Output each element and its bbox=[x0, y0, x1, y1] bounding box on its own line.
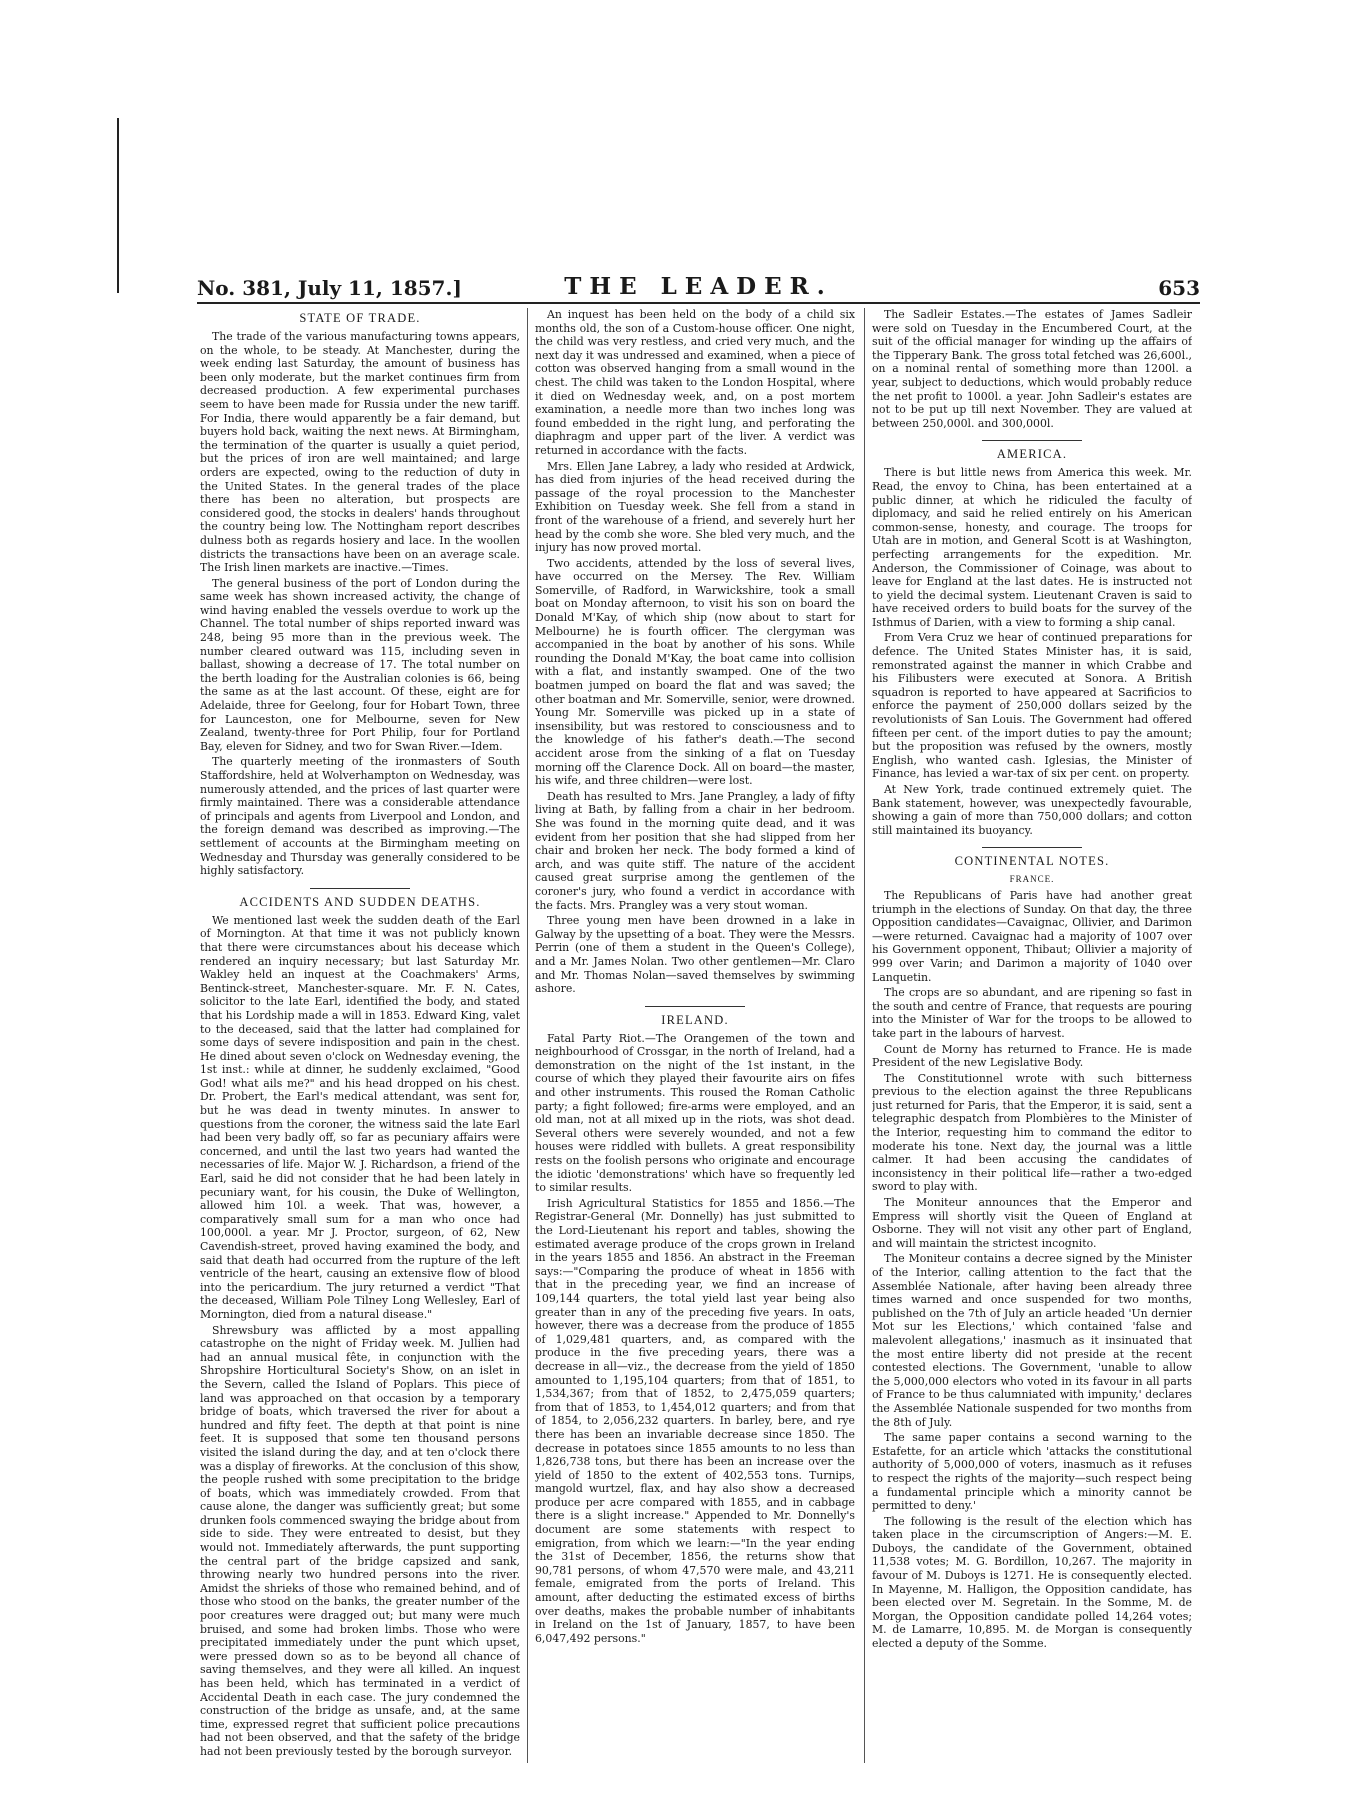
paragraph: There is but little news from America this week. Mr. Read, the envoy to China, has been entertained at a public dinner, at which he ridiculed the faculty of diplomacy, and said he relied entirely on his American common-sense, honesty, and courage. The troops for Utah are in motion, and General Scott is at Washington, perfecting arrangements for the expedition. Mr. Anderson, the Commissioner of Coinage, was about to leave for England at the last dates. He is instructed not to yield the decimal system. Lieutenant Craven is said to have received orders to build boats for the survey of the Isthmus of Darien, with a view to forming a ship canal. bbox=[872, 466, 1192, 629]
paragraph: The Constitutionnel wrote with such bitterness previous to the election against the three Republicans just returned for Paris, that the Emperor, it is said, sent a telegraphic despatch from Plombières to the Minister of the Interior, requesting him to command the editor to moderate his tone. Next day, the journal was a little calmer. It had been accusing the candidates of inconsistency in their political life—rather a two-edged sword to play with. bbox=[872, 1071, 1192, 1194]
paragraph: We mentioned last week the sudden death of the Earl of Mornington. At that time it was not publicly known that there were circumstances about his decease which rendered an inquiry necessary; but last Saturday Mr. Wakley held an inquest at the Coachmakers' Arms, Bentinck-street, Manchester-square. Mr. F. N. Cates, solicitor to the late Earl, identified the body, and stated that his Lordship made a will in 1853. Edward King, valet to the deceased, said that the latter had complained for some days of severe indisposition and pain in the chest. He dined about seven o'clock on Wednesday evening, the 1st inst.: while at dinner, he suddenly exclaimed, "Good God! what ails me?" and his head dropped on his chest. Dr. Probert, the Earl's medical attendant, was sent for, but he was dead in twenty minutes. In answer to questions from the coroner, the witness said the late Earl had been very badly off, so far as pecuniary affairs were concerned, and until the last two years had wanted the necessaries of life. Major W. J. Richardson, a friend of the Earl, said he did not consider that he had been lately in pecuniary want, for his cousin, the Duke of Wellington, allowed him 10l. a week. That was, however, a comparatively small sum for a man who once had 100,000l. a year. Mr J. Proctor, surgeon, of 62, New Cavendish-street, proved having examined the body, and said that death had occurred from the rupture of the left ventricle of the heart, causing an extensive flow of blood into the pericardium. The jury returned a verdict "That the deceased, William Pole Tilney Long Wellesley, Earl of Mornington, died from a natural disease." bbox=[200, 913, 520, 1321]
paragraph: The Republicans of Paris have had another great triumph in the elections of Sunday. On that day, the three Opposition candidates—Cavaignac, Ollivier, and Darimon—were returned. Cavaignac had a majority of 1007 over his Government opponent, Thibaut; Ollivier a majority of 999 over Varin; and Darimon a majority of 1040 over Lanquetin. bbox=[872, 888, 1192, 984]
paragraph: The general business of the port of London during the same week has shown increased activity, the change of wind having enabled the vessels overdue to work up the Channel. The total number of ships reported inward was 248, being 95 more than in the previous week. The number cleared outward was 115, including seven in ballast, showing a decrease of 17. The total number on the berth loading for the Australian colonies is 66, being the same as at the last account. Of these, eight are for Adelaide, three for Geelong, four for Hobart Town, three for Launceston, one for Melbourne, seven for New Zealand, twenty-three for Port Philip, four for Portland Bay, eleven for Sidney, and two for Swan River.—Idem. bbox=[200, 576, 520, 753]
page-header bbox=[197, 268, 1200, 304]
section-heading-ireland: IRELAND. bbox=[661, 1012, 729, 1027]
section-divider bbox=[310, 888, 410, 889]
margin-rule bbox=[117, 118, 119, 293]
section-heading-accidents: ACCIDENTS AND SUDDEN DEATHS. bbox=[239, 894, 481, 909]
paragraph: The Sadleir Estates.—The estates of James Sadleir were sold on Tuesday in the Encumbered Court, at the suit of the official manager for winding up the affairs of the Tipperary Bank. The gross total fetched was 26,600l., on a nominal rental of something more than 1200l. a year, subject to deductions, which would probably reduce the net profit to 1000l. a year. John Sadleir's estates are not to be put up till next November. They are valued at between 250,000l. and 300,000l. bbox=[872, 308, 1192, 430]
column-divider bbox=[527, 308, 528, 1763]
column-1 bbox=[200, 308, 520, 1788]
newspaper-title: THE LEADER. bbox=[564, 273, 833, 300]
subheading-france: FRANCE. bbox=[1009, 874, 1055, 885]
paragraph: The following is the result of the election which has taken place in the circumscription of Angers:—M. E. Duboys, the candidate of the Government, obtained 11,538 votes; M. G. Bordillon, 10,267. The majority in favour of M. Duboys is 1271. He is consequently elected. In Mayenne, M. Halligon, the Opposition candidate, has been elected over M. Segretain. In the Somme, M. de Morgan, the Opposition candidate polled 14,264 votes; M. de Lamarre, 10,895. M. de Morgan is consequently elected a deputy of the Somme. bbox=[872, 1514, 1192, 1651]
section-heading-continental-notes: CONTINENTAL NOTES. bbox=[954, 854, 1110, 869]
section-heading-america: AMERICA. bbox=[996, 447, 1068, 462]
paragraph: The Moniteur contains a decree signed by the Minister of the Interior, calling attention to the fact that the Assemblée Nationale, after having been already three times warned and once suspended for two months, published on the 7th of July an article headed 'Un dernier Mot sur les Elections,' which contained 'false and malevolent allegations,' inasmuch as it insinuated that the most entire liberty did not preside at the recent contested elections. The Government, 'unable to allow the 5,000,000 electors who voted in its favour in all parts of France to be thus calumniated with impunity,' declares the Assemblée Nationale suspended for two months from the 8th of July. bbox=[872, 1252, 1192, 1429]
paragraph: The crops are so abundant, and are ripening so fast in the south and centre of France, that requests are pouring into the Minister of War for the troops to be allowed to take part in the labours of harvest. bbox=[872, 986, 1192, 1040]
column-3 bbox=[872, 308, 1192, 1788]
paragraph: The trade of the various manufacturing towns appears, on the whole, to be steady. At Manchester, during the week ending last Saturday, the amount of business has been only moderate, but the market continues firm from decreased production. A few experimental purchases seem to have been made for Russia under the new tariff. For India, there would apparently be a fair demand, but buyers hold back, waiting the next news. At Birmingham, the termination of the quarter is usually a quiet period, but the prices of iron are well maintained; and large orders are expected, owing to the reduction of duty in the United States. In the general trades of the place there has been no alteration, but prospects are considered good, the stocks in dealers' hands throughout the country being low. The Nottingham report describes dulness both as regards hosiery and lace. In the woollen districts the transactions have been on an average scale. The Irish linen markets are inactive.—Times. bbox=[200, 330, 520, 575]
paragraph: Mrs. Ellen Jane Labrey, a lady who resided at Ardwick, has died from injuries of the head received during the passage of the royal procession to the Manchester Exhibition on Tuesday week. She fell from a stand in front of the warehouse of a friend, and severely hurt her head by the comb she wore. She bled very much, and the injury has now proved mortal. bbox=[535, 459, 855, 555]
section-divider bbox=[982, 847, 1082, 848]
paragraph: Shrewsbury was afflicted by a most appalling catastrophe on the night of Friday week. M. Jullien had had an annual musical fête, in conjunction with the Shropshire Horticultural Society's Show, on an islet in the Severn, called the Island of Poplars. This piece of land was approached on that occasion by a temporary bridge of boats, which traversed the river for about a hundred and fifty feet. The depth at that point is nine feet. It is supposed that some ten thousand persons visited the island during the day, and at ten o'clock there was a display of fireworks. At the conclusion of this show, the people rushed with some precipitation to the bridge of boats, which was immediately crowded. From that cause alone, the danger was sufficiently great; but some drunken fools commenced swaying the bridge about from side to side. They were entreated to desist, but they would not. Immediately afterwards, the punt supporting the central part of the bridge capsized and sank, throwing nearly two hundred persons into the river. Amidst the shrieks of those who remained behind, and of those who stood on the banks, the greater number of the poor creatures were dragged out; but many were much bruised, and some had broken limbs. Those who were precipitated immediately under the punt which upset, were pressed down so as to be beyond all chance of saving themselves, and they were all killed. An inquest has been held, which has terminated in a verdict of Accidental Death in each case. The jury condemned the construction of the bridge as unsafe, and, at the same time, expressed regret that sufficient police precautions had not been observed, and that the safety of the bridge had not been previously tested by the borough surveyor. bbox=[200, 1323, 520, 1758]
paragraph: The quarterly meeting of the ironmasters of South Staffordshire, held at Wolverhampton on Wednesday, was numerously attended, and the prices of last quarter were firmly maintained. There was a considerable attendance of principals and agents from Liverpool and London, and the foreign demand was described as improving.—The settlement of accounts at the Birmingham meeting on Wednesday and Thursday was generally considered to be highly satisfactory. bbox=[200, 755, 520, 878]
section-divider bbox=[982, 440, 1082, 441]
paragraph: Irish Agricultural Statistics for 1855 and 1856.—The Registrar-General (Mr. Donnelly) has just submitted to the Lord-Lieutenant his report and tables, showing the estimated average produce of the crops grown in Ireland in the years 1855 and 1856. An abstract in the Freeman says:—"Comparing the produce of wheat in 1856 with that in the preceding year, we find an increase of 109,144 quarters, the total yield last year being also greater than in any of the preceding five years. In oats, however, there was a decrease from the produce of 1855 of 1,029,481 quarters, and, as compared with the produce in the five preceding years, there was a decrease in all—viz., the decrease from the yield of 1850 amounted to 1,195,104 quarters; from that of 1851, to 1,534,367; from that of 1852, to 2,475,059 quarters; from that of 1853, to 1,454,012 quarters; and from that of 1854, to 2,056,232 quarters. In barley, bere, and rye there has been an invariable decrease since 1850. The decrease in potatoes since 1855 amounts to no less than 1,826,738 tons, but there has been an increase over the yield of 1850 to the extent of 402,553 tons. Turnips, mangold wurtzel, flax, and hay also show a decreased produce per acre compared with 1855, and in cabbage there is a slight increase." Appended to Mr. Donnelly's document are some statements with respect to emigration, from which we learn:—"In the year ending the 31st of December, 1856, the returns show that 90,781 persons, of whom 47,570 were male, and 43,211 female, emigrated from the ports of Ireland. This amount, after deducting the estimated excess of births over deaths, makes the probable number of inhabitants in Ireland on the 1st of January, 1857, to have been 6,047,492 persons." bbox=[535, 1196, 855, 1645]
paragraph: Three young men have been drowned in a lake in Galway by the upsetting of a boat. They were the Messrs. Perrin (one of them a student in the Queen's College), and a Mr. James Nolan. Two other gentlemen—Mr. Claro and Mr. Thomas Nolan—saved themselves by swimming ashore. bbox=[535, 914, 855, 996]
paragraph: Death has resulted to Mrs. Jane Prangley, a lady of fifty living at Bath, by falling from a chair in her bedroom. She was found in the morning quite dead, and it was evident from her position that she had slipped from her chair and broken her neck. The body formed a kind of arch, and was quite stiff. The nature of the accident caused great surprise among the gentlemen of the coroner's jury, who found a verdict in accordance with the facts. Mrs. Prangley was a very stout woman. bbox=[535, 789, 855, 912]
paragraph: From Vera Cruz we hear of continued preparations for defence. The United States Minister has, it is said, remonstrated against the manner in which Crabbe and his Filibusters were executed at Sonora. A British squadron is reported to have appeared at Sacrificios to enforce the payment of 250,000 dollars seized by the revolutionists of San Louis. The Government had offered fifteen per cent. of the import duties to pay the amount; but the proposition was refused by the owners, mostly English, who wanted cash. Iglesias, the Minister of Finance, has levied a war-tax of six per cent. on property. bbox=[872, 631, 1192, 781]
paragraph: Two accidents, attended by the loss of several lives, have occurred on the Mersey. The Rev. William Somerville, of Radford, in Warwickshire, took a small boat on Monday afternoon, to visit his son on board the Donald M'Kay, of which ship (now about to start for Melbourne) he is fourth officer. The clergyman was accompanied in the boat by another of his sons. While rounding the Donald M'Kay, the boat came into collision with a flat, and instantly swamped. One of the two boatmen jumped on board the flat and was saved; the other boatman and Mr. Somerville, senior, were drowned. Young Mr. Somerville was picked up in a state of insensibility, but was restored to consciousness and to the knowledge of his father's death.—The second accident arose from the sinking of a flat on Tuesday morning off the Clarence Dock. All on board—the master, his wife, and three children—were lost. bbox=[535, 556, 855, 788]
paragraph: Count de Morny has returned to France. He is made President of the new Legislative Body. bbox=[872, 1042, 1192, 1070]
issue-number-date: No. 381, July 11, 1857.] bbox=[197, 276, 462, 300]
section-divider bbox=[645, 1006, 745, 1007]
column-2 bbox=[535, 308, 855, 1788]
paragraph: At New York, trade continued extremely quiet. The Bank statement, however, was unexpectedly favourable, showing a gain of more than 750,000 dollars; and cotton still maintained its buoyancy. bbox=[872, 783, 1192, 837]
paragraph: The Moniteur announces that the Emperor and Empress will shortly visit the Queen of England at Osborne. They will not visit any other part of England, and will maintain the strictest incognito. bbox=[872, 1196, 1192, 1250]
paragraph: Fatal Party Riot.—The Orangemen of the town and neighbourhood of Crossgar, in the north of Ireland, had a demonstration on the night of the 1st instant, in the course of which they played their favourite airs on fifes and other instruments. This roused the Roman Catholic party; a fight followed; fire-arms were employed, and an old man, not at all mixed up in the riots, was shot dead. Several others were severely wounded, and not a few houses were riddled with bullets. A great responsibility rests on the foolish persons who originate and encourage the idiotic 'demonstrations' which have so frequently led to similar results. bbox=[535, 1031, 855, 1195]
section-heading-state-of-trade: STATE OF TRADE. bbox=[299, 311, 421, 325]
paragraph: An inquest has been held on the body of a child six months old, the son of a Custom-house officer. One night, the child was very restless, and cried very much, and the next day it was undressed and examined, when a piece of cotton was observed hanging from a small wound in the chest. The child was taken to the London Hospital, where it died on Wednesday week, and, on a post mortem examination, a needle more than two inches long was found embedded in the right lung, and perforating the diaphragm and upper part of the liver. A verdict was returned in accordance with the facts. bbox=[535, 308, 855, 457]
paragraph: The same paper contains a second warning to the Estafette, for an article which 'attacks the constitutional authority of 5,000,000 of voters, inasmuch as it refuses to respect the rights of the majority—such respect being a fundamental principle which a minority cannot be permitted to deny.' bbox=[872, 1431, 1192, 1513]
page-number: 653 bbox=[1158, 276, 1200, 300]
column-divider bbox=[864, 308, 865, 1763]
